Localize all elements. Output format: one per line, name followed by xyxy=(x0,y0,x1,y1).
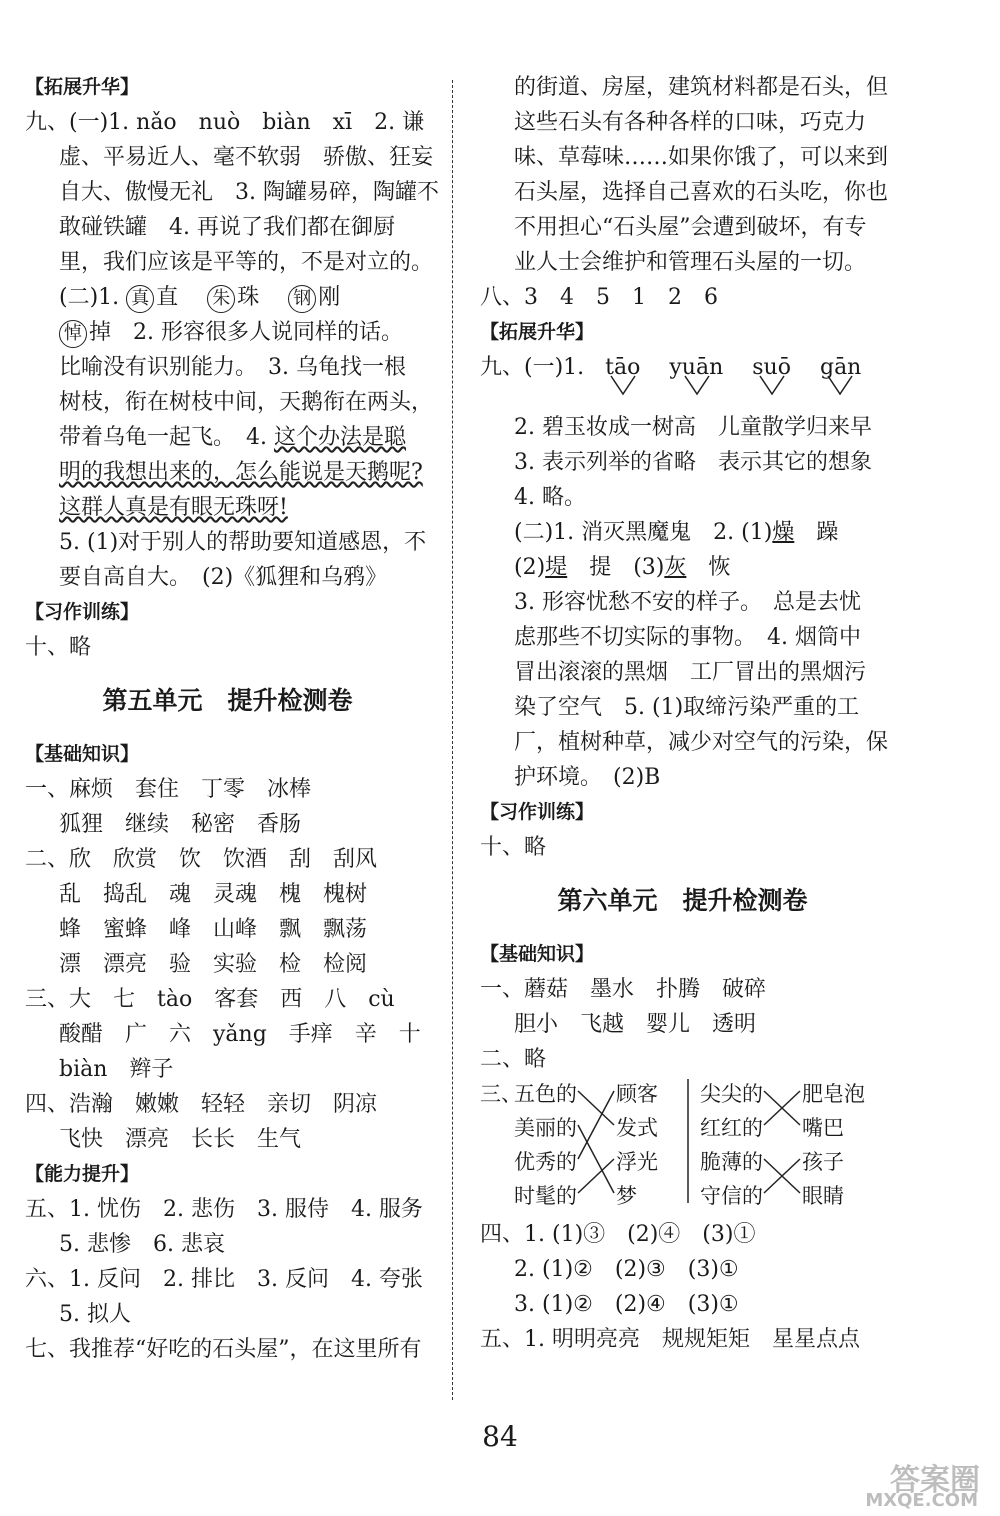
match-right-item: 嘴巴 xyxy=(802,1116,844,1140)
page-number: 84 xyxy=(482,1420,518,1453)
answer-line: 虚、平易近人、毫不软弱 骄傲、狂妄 xyxy=(59,145,434,170)
answer-line: 十、略 xyxy=(25,635,92,660)
answer-line: 护环境。 (2)B xyxy=(514,765,661,790)
circled-char: 真 xyxy=(126,285,154,313)
answer-line: 要自高自大。 (2)《狐狸和乌鸦》 xyxy=(59,565,388,590)
section-header: 【基础知识】 xyxy=(480,943,595,965)
match-left-item: 尖尖的 xyxy=(700,1082,763,1106)
answer-line: 五、1. 明明亮亮 规规矩矩 星星点点 xyxy=(480,1327,860,1352)
answer-line: (2)堤 提 (3)灰 恢 xyxy=(514,555,731,580)
answer-line: 这些石头有各种各样的口味，巧克力 xyxy=(514,110,867,135)
answer-line: 里，我们应该是平等的，不是对立的。 xyxy=(59,250,434,275)
matching-lines xyxy=(480,1077,900,1217)
wavy-underlined-text: 这群人真是有眼无珠呀! xyxy=(59,495,288,520)
answer-line: 石头屋，选择自己喜欢的石头吃，你也 xyxy=(514,180,889,205)
answer-line: 六、1. 反问 2. 排比 3. 反问 4. 夸张 xyxy=(25,1267,423,1292)
watermark-url: MXQE.COM xyxy=(865,1490,978,1511)
underlined-char: 堤 xyxy=(545,555,568,580)
answer-line: 乱 捣乱 魂 灵魂 槐 槐树 xyxy=(59,882,368,907)
match-line xyxy=(578,1125,614,1193)
unit-title: 第五单元 提升检测卷 xyxy=(102,686,353,715)
answer-line: (二)1. 真 直 朱 珠 钢 刚 xyxy=(25,280,430,315)
answer-line: 5. (1)对于别人的帮助要知道感恩，不 xyxy=(59,530,427,555)
match-left-item: 五色的 xyxy=(514,1082,577,1106)
match-left-item: 脆薄的 xyxy=(700,1150,763,1174)
pinyin-item: suō xyxy=(752,350,791,385)
match-left-item: 守信的 xyxy=(700,1184,763,1208)
answer-line: 4. 略。 xyxy=(514,485,586,510)
section-header: 【能力提升】 xyxy=(25,1163,140,1185)
match-left-item: 时髦的 xyxy=(514,1184,577,1208)
unit-title: 第六单元 提升检测卷 xyxy=(557,886,808,915)
tone-mark-icon xyxy=(683,374,713,396)
tone-mark-icon xyxy=(826,374,856,396)
answer-line: 九、(一)1. nǎo nuò biàn xī 2. 谦 xyxy=(25,110,425,135)
section-header: 【拓展升华】 xyxy=(25,76,140,98)
answer-line: 二、略 xyxy=(480,1047,547,1072)
circled-char: 钢 xyxy=(288,285,316,313)
answer-line: 厂，植树种草，减少对空气的污染，保 xyxy=(514,730,889,755)
answer-line: 八、3 4 5 1 2 6 xyxy=(480,285,718,310)
answer-line: 五、1. 忧伤 2. 悲伤 3. 服侍 4. 服务 xyxy=(25,1197,423,1222)
matching-exercise xyxy=(480,1077,885,1217)
answer-line: 酸醋 广 六 yǎng 手痒 辛 十 xyxy=(59,1022,421,1047)
answer-line: 蜂 蜜蜂 峰 山峰 飘 飘荡 xyxy=(59,917,368,942)
answer-line: 冒出滚滚的黑烟 工厂冒出的黑烟污 xyxy=(514,660,867,685)
match-left-item: 红红的 xyxy=(700,1116,763,1140)
section-header: 【拓展升华】 xyxy=(480,321,595,343)
answer-line: 悼 掉 2. 形容很多人说同样的话。 xyxy=(25,315,430,350)
answer-line: 带着乌龟一起飞。 4. 这个办法是聪 xyxy=(59,425,406,450)
answer-line: 味、草莓味……如果你饿了，可以来到 xyxy=(514,145,889,170)
answer-line: 5. 拟人 xyxy=(59,1302,131,1327)
match-line xyxy=(578,1091,614,1125)
answer-line: 漂 漂亮 验 实验 检 检阅 xyxy=(59,952,368,977)
answer-line: 染了空气 5. (1)取缔污染严重的工 xyxy=(514,695,860,720)
section-header: 【习作训练】 xyxy=(480,801,595,823)
answer-line: 5. 悲惨 6. 悲哀 xyxy=(59,1232,225,1257)
underlined-char: 燥 xyxy=(772,520,795,545)
answer-line: 的街道、房屋，建筑材料都是石头，但 xyxy=(514,75,889,100)
tone-mark-icon xyxy=(609,374,639,396)
section-header: 【基础知识】 xyxy=(25,743,140,765)
answer-line: 九、(一)1. tāo yuān suō gān xyxy=(480,350,885,410)
answer-line: biàn 辫子 xyxy=(59,1057,174,1082)
match-right-item: 发式 xyxy=(616,1116,658,1140)
answer-line: 四、浩瀚 嫩嫩 轻轻 亲切 阴凉 xyxy=(25,1092,378,1117)
circled-char: 悼 xyxy=(59,320,87,348)
match-left-item: 优秀的 xyxy=(514,1150,577,1174)
match-left-item: 美丽的 xyxy=(514,1116,577,1140)
underlined-char: 灰 xyxy=(664,555,687,580)
match-right-item: 浮光 xyxy=(616,1150,658,1174)
wavy-underlined-text: 明的我想出来的，怎么能说是天鹅呢? xyxy=(59,460,423,485)
right-column xyxy=(480,70,889,1357)
wavy-underlined-text: 这个办法是聪 xyxy=(273,425,406,450)
answer-line: 三、大 七 tào 客套 西 八 cù xyxy=(25,987,395,1012)
answer-line: 比喻没有识别能力。 3. 乌龟找一根 xyxy=(59,355,406,380)
answer-line: 树枝，衔在树枝中间，天鹅衔在两头， xyxy=(59,390,434,415)
left-column xyxy=(25,70,439,1367)
match-right-item: 梦 xyxy=(616,1184,637,1208)
answer-line: 二、欣 欣赏 饮 饮酒 刮 刮风 xyxy=(25,847,378,872)
answer-line: (二)1. 消灭黑魔鬼 2. (1)燥 躁 xyxy=(514,520,839,545)
tone-mark-icon xyxy=(758,374,788,396)
pinyin-item: yuān xyxy=(669,350,723,385)
answer-line: 十、略 xyxy=(480,835,547,860)
answer-line: 敢碰铁罐 4. 再说了我们都在御厨 xyxy=(59,215,395,240)
answer-line: 胆小 飞越 婴儿 透明 xyxy=(514,1012,757,1037)
answer-line: 一、麻烦 套住 丁零 冰棒 xyxy=(25,777,312,802)
column-divider xyxy=(452,80,453,1400)
answer-line: 飞快 漂亮 长长 生气 xyxy=(59,1127,302,1152)
circled-char: 朱 xyxy=(207,285,235,313)
match-right-item: 眼睛 xyxy=(802,1184,844,1208)
answer-line: 不用担心“石头屋”会遭到破坏，有专 xyxy=(514,215,867,240)
answer-line: 七、我推荐“好吃的石头屋”，在这里所有 xyxy=(25,1337,422,1362)
watermark-logo: 答案圈 xyxy=(890,1463,980,1498)
answer-line: 2. (1)② (2)③ (3)① xyxy=(514,1257,739,1282)
answer-line: 2. 碧玉妆成一树高 儿童散学归来早 xyxy=(514,415,872,440)
match-right-item: 肥皂泡 xyxy=(802,1082,865,1106)
pinyin-item: gān xyxy=(820,350,861,385)
match-right-item: 孩子 xyxy=(802,1150,844,1174)
answer-line: 业人士会维护和管理石头屋的一切。 xyxy=(514,250,867,275)
pinyin-item: tāo xyxy=(605,350,640,385)
answer-line: 一、蘑菇 墨水 扑腾 破碎 xyxy=(480,977,767,1002)
match-right-item: 顾客 xyxy=(616,1082,658,1106)
answer-line: 3. 表示列举的省略 表示其它的想象 xyxy=(514,450,872,475)
answer-line: 虑那些不切实际的事物。 4. 烟筒中 xyxy=(514,625,861,650)
answer-line: 自大、傲慢无礼 3. 陶罐易碎，陶罐不 xyxy=(59,180,439,205)
section-header: 【习作训练】 xyxy=(25,601,140,623)
match-line xyxy=(578,1159,614,1193)
answer-line: 3. (1)② (2)④ (3)① xyxy=(514,1292,739,1317)
answer-line: 狐狸 继续 秘密 香肠 xyxy=(59,812,302,837)
answer-line: 四、1. (1)③ (2)④ (3)① xyxy=(480,1222,756,1247)
question-number: 三、 xyxy=(480,1082,522,1106)
answer-line: 3. 形容忧愁不安的样子。 总是去忧 xyxy=(514,590,861,615)
match-line xyxy=(578,1091,614,1159)
